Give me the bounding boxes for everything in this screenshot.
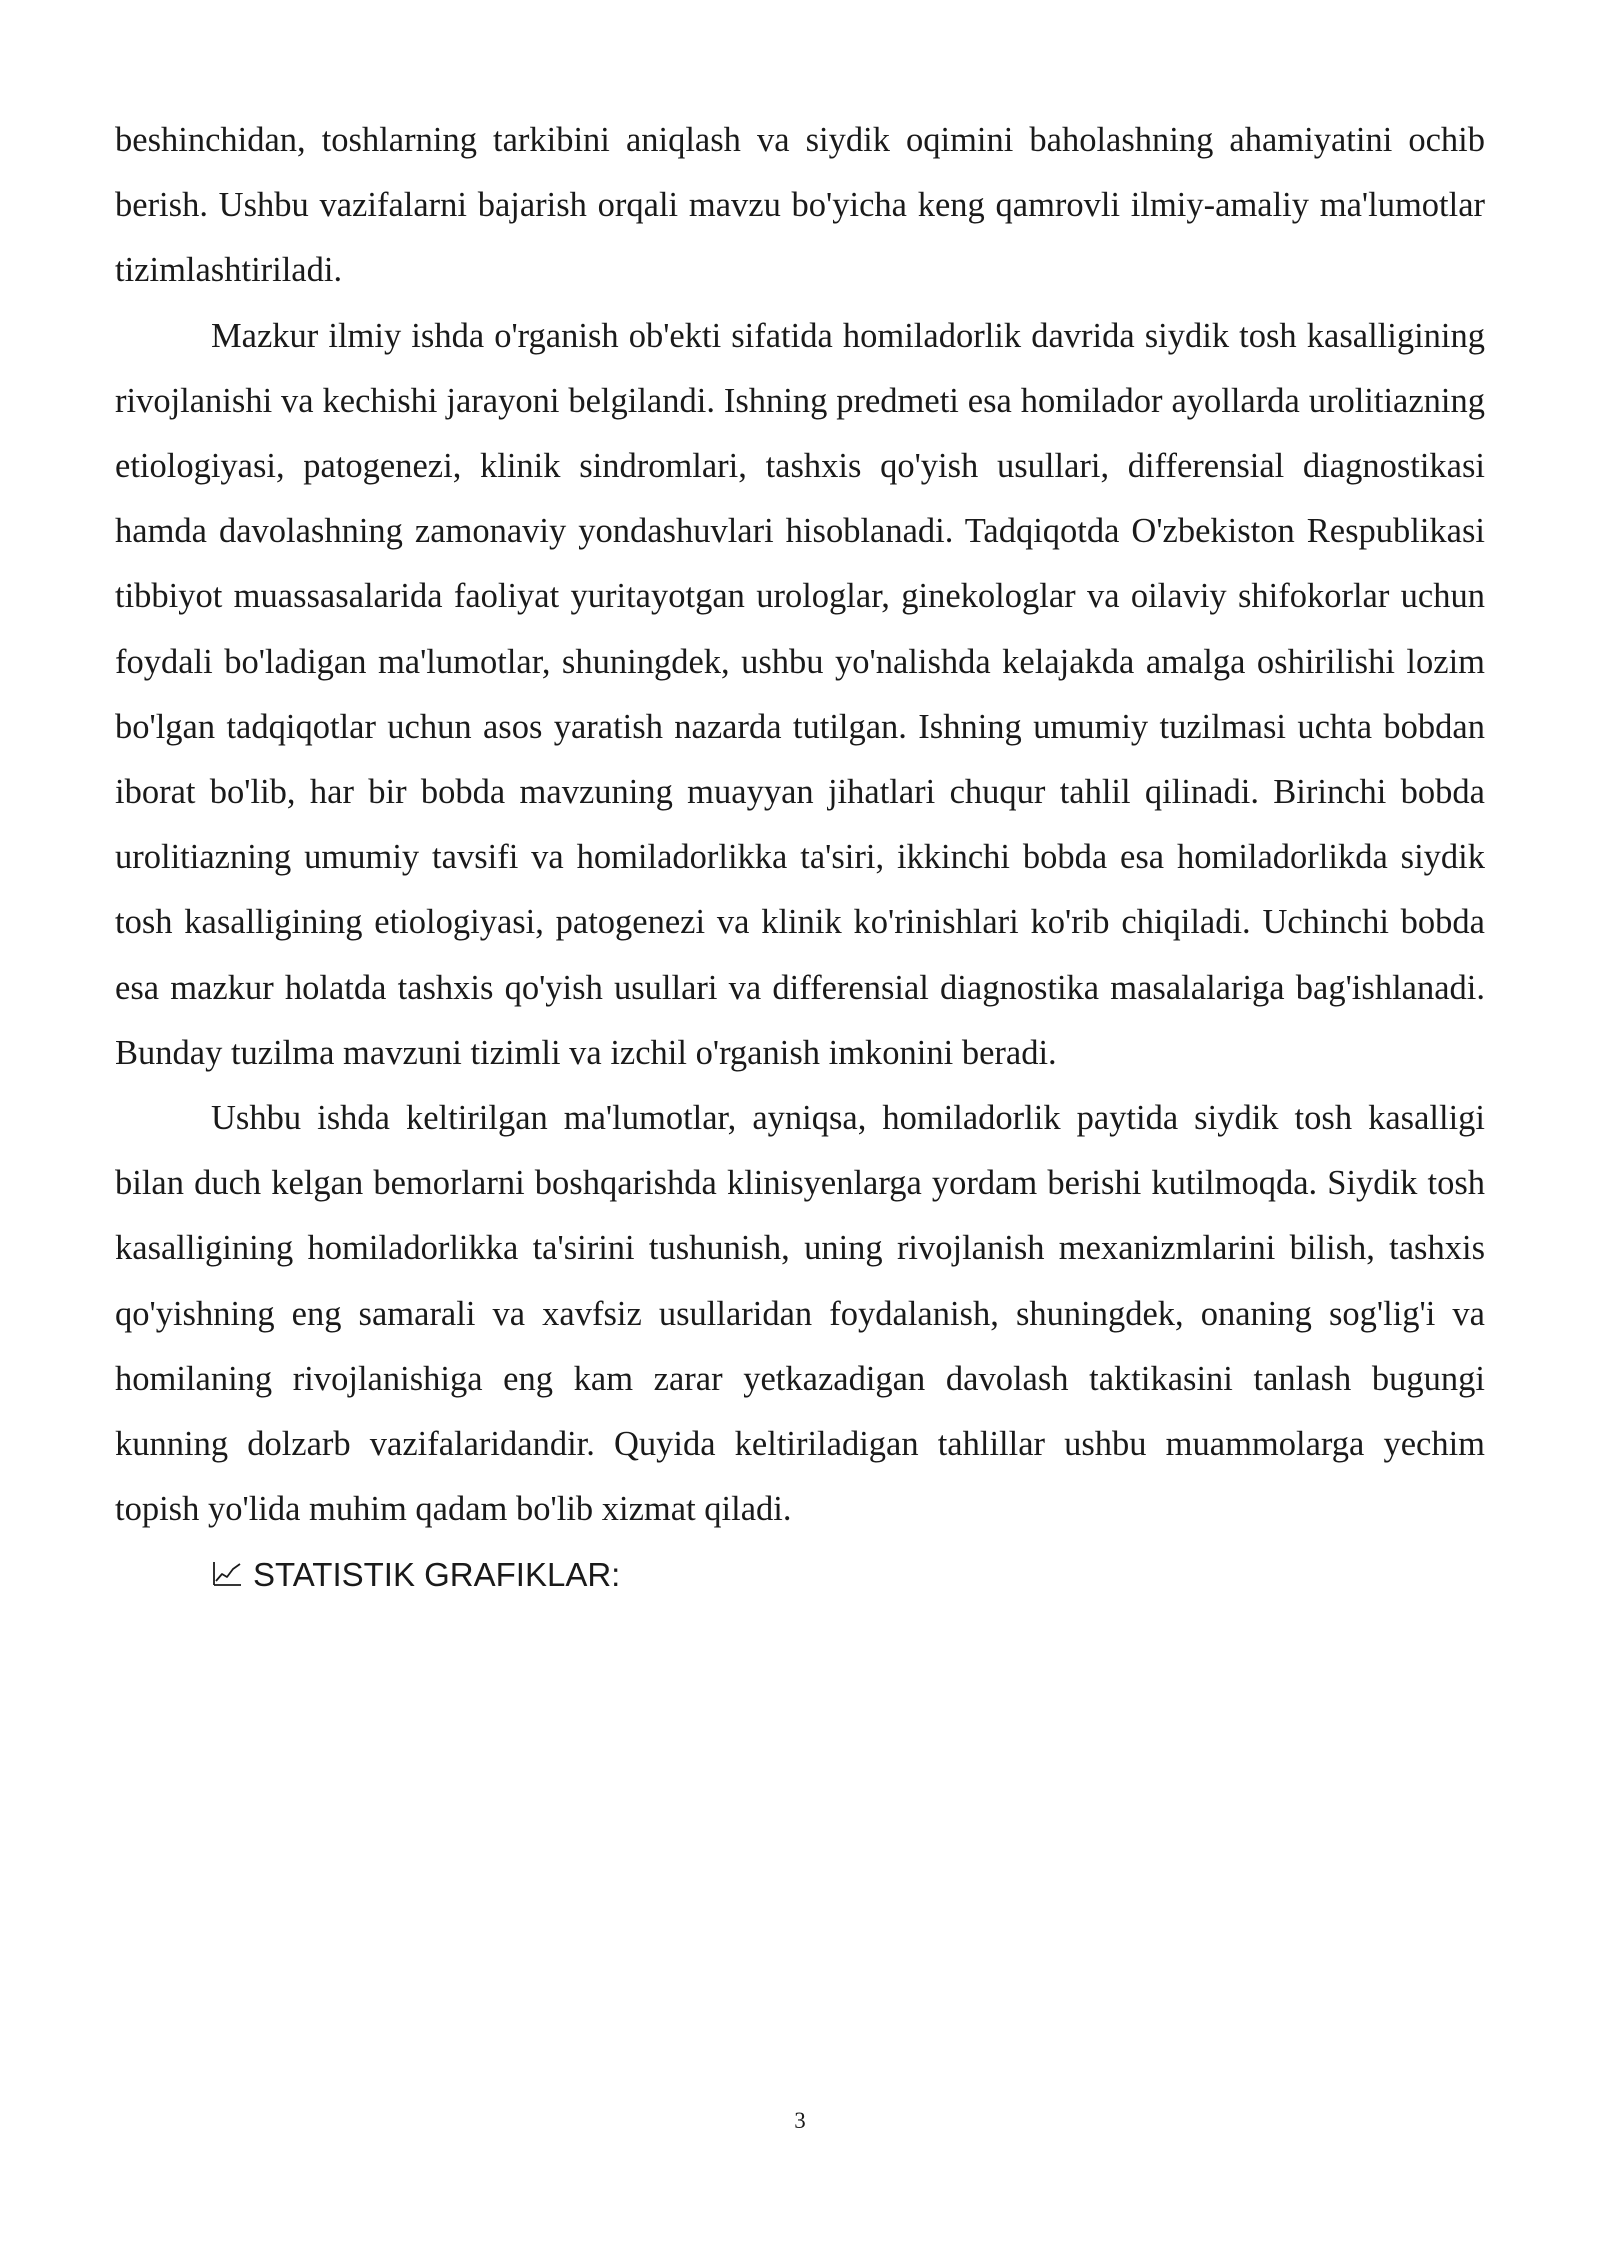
page-number: 3 <box>794 2108 806 2133</box>
page-body <box>115 108 1485 1608</box>
section-heading-text: STATISTIK GRAFIKLAR: <box>253 1556 621 1594</box>
paragraph-continuation: beshinchidan, toshlarning tarkibini aniqlash va siydik oqimini baholashning ahamiyatini ochib berish. Ushbu vazifalarni bajarish orqali mavzu bo'yicha keng qamrovli ilmiy-amaliy ma'lumotlar tizimlashtiriladi. <box>115 121 1485 290</box>
paragraph-practical-value: Ushbu ishda keltirilgan ma'lumotlar, ayniqsa, homiladorlik paytida siydik tosh kasalligi bilan duch kelgan bemorlarni boshqarishda klinisyenlarga yordam berishi kutilmoqda. Siydik tosh kasalligining homiladorlikka ta'sirini tushunish, uning rivojlanish mexanizmlarini bilish, tashxis qo'yishning eng samarali va xavfsiz usullaridan foydalanish, shuningdek, onaning sog'lig'i va homilaning rivojlanishiga eng kam zarar yetkazadigan davolash taktikasini tanlash bugungi kunning dolzarb vazifalaridandir. Quyida keltiriladigan tahlillar ushbu muammolarga yechim topish yo'lida muhim qadam bo'lib xizmat qiladi. <box>115 1099 1485 1529</box>
section-heading <box>115 1542 1485 1607</box>
paragraph-object-and-subject: Mazkur ilmiy ishda o'rganish ob'ekti sifatida homiladorlik davrida siydik tosh kasalligining rivojlanishi va kechishi jarayoni belgilandi. Ishning predmeti esa homilador ayollarda urolitiazning etiologiyasi, patogenezi, klinik sindromlari, tashxis qo'yish usullari, differensial diagnostikasi hamda davolashning zamonaviy yondashuvlari hisoblanadi. Tadqiqotda O'zbekiston Respublikasi tibbiyot muassasalarida faoliyat yuritayotgan urologlar, ginekologlar va oilaviy shifokorlar uchun foydali bo'ladigan ma'lumotlar, shuningdek, ushbu yo'nalishda kelajakda amalga oshirilishi lozim bo'lgan tadqiqotlar uchun asos yaratish nazarda tutilgan. Ishning umumiy tuzilmasi uchta bobdan iborat bo'lib, har bir bobda mavzuning muayyan jihatlari chuqur tahlil qilinadi. Birinchi bobda urolitiazning umumiy tavsifi va homiladorlikka ta'siri, ikkinchi bobda esa homiladorlikda siydik tosh kasalligining etiologiyasi, patogenezi va klinik ko'rinishlari ko'rib chiqiladi. Uchinchi bobda esa mazkur holatda tashxis qo'yish usullari va differensial diagnostika masalalariga bag'ishlanadi. Bunday tuzilma mavzuni tizimli va izchil o'rganish imkonini beradi. <box>115 316 1485 1072</box>
chart-increasing-icon <box>211 1560 243 1588</box>
